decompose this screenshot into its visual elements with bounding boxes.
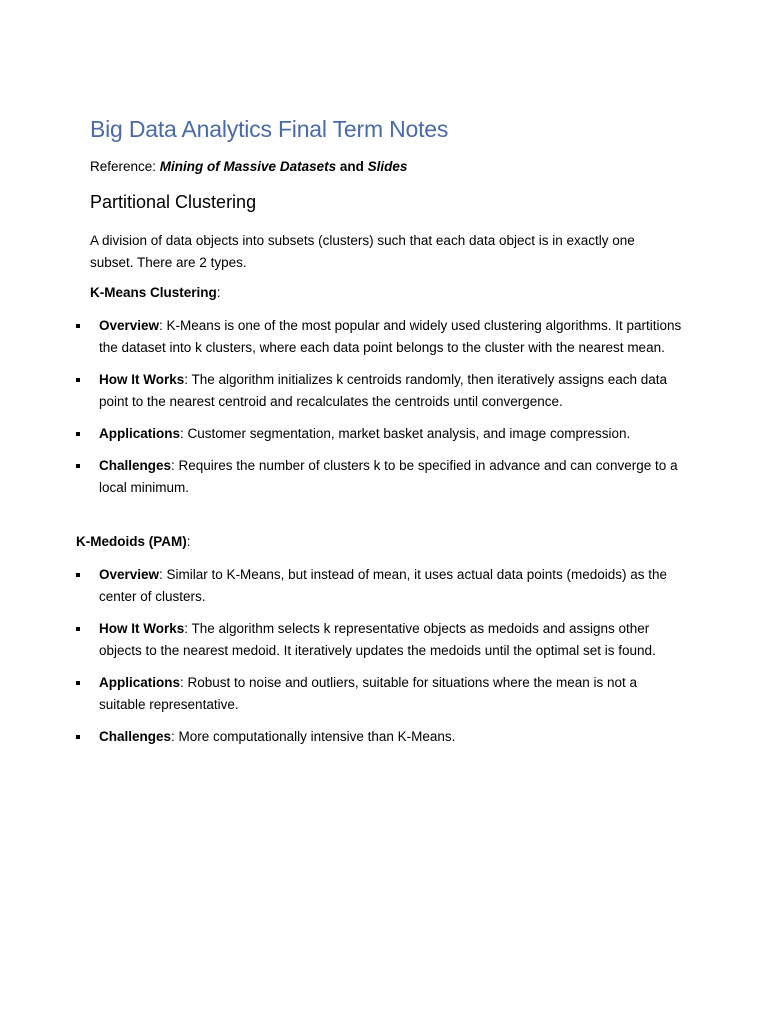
bullet-icon [76, 432, 80, 436]
item-term: Applications [99, 426, 181, 441]
item-term: Challenges [99, 729, 172, 744]
reference-line [90, 159, 407, 174]
list-item [76, 315, 686, 359]
item-term: How It Works [99, 372, 185, 387]
item-text: : Similar to K-Means, but instead of mean, it uses actual data points (medoids) as the center of clusters. [99, 567, 668, 604]
list-item [76, 369, 686, 413]
item-term: Overview [99, 567, 160, 582]
kmeans-list [76, 315, 686, 509]
item-term: Challenges [99, 458, 172, 473]
item-text: : Requires the number of clusters k to be specified in advance and can converge to a local minimum. [99, 458, 678, 495]
list-item [76, 564, 686, 608]
list-item [76, 618, 686, 662]
kmeans-heading-colon: : [216, 285, 221, 300]
item-text: : K-Means is one of the most popular and widely used clustering algorithms. It partitions the dataset into k clusters, where each data point belongs to the cluster with the nearest mean. [99, 318, 682, 355]
item-text: : Customer segmentation, market basket analysis, and image compression. [180, 426, 631, 441]
item-text: : The algorithm initializes k centroids randomly, then iteratively assigns each data point to the nearest centroid and recalculates the centroids until convergence. [99, 372, 668, 409]
bullet-icon [76, 573, 80, 577]
reference-slides: Slides [367, 159, 408, 174]
list-item [76, 726, 686, 748]
bullet-icon [76, 627, 80, 631]
item-text: : Robust to noise and outliers, suitable for situations where the mean is not a suitable representative. [99, 675, 638, 712]
list-item [76, 455, 686, 499]
bullet-icon [76, 735, 80, 739]
item-text: : The algorithm selects k representative objects as medoids and assigns other objects to the nearest medoid. It iteratively updates the medoids until the optimal set is found. [99, 621, 656, 658]
kmeans-heading-label: K-Means Clustering [90, 285, 217, 300]
bullet-icon [76, 681, 80, 685]
kmeans-heading [90, 285, 221, 300]
bullet-icon [76, 324, 80, 328]
reference-and: and [336, 159, 368, 174]
document-title: Big Data Analytics Final Term Notes [90, 116, 449, 142]
reference-book: Mining of Massive Datasets [159, 159, 337, 174]
kmedoids-heading-label: K-Medoids (PAM) [76, 534, 187, 549]
bullet-icon [76, 464, 80, 468]
kmedoids-heading-colon: : [186, 534, 191, 549]
kmedoids-heading [76, 534, 191, 549]
item-term: How It Works [99, 621, 185, 636]
list-item [76, 423, 686, 445]
bullet-icon [76, 378, 80, 382]
item-term: Overview [99, 318, 160, 333]
list-item [76, 672, 686, 716]
kmedoids-list [76, 564, 686, 758]
intro-paragraph: A division of data objects into subsets (clusters) such that each data object is in exactly one subset. There are 2 types. [90, 233, 635, 270]
item-term: Applications [99, 675, 181, 690]
reference-prefix: Reference: [90, 159, 160, 174]
section-heading: Partitional Clustering [90, 192, 257, 212]
item-text: : More computationally intensive than K-Means. [171, 729, 456, 744]
